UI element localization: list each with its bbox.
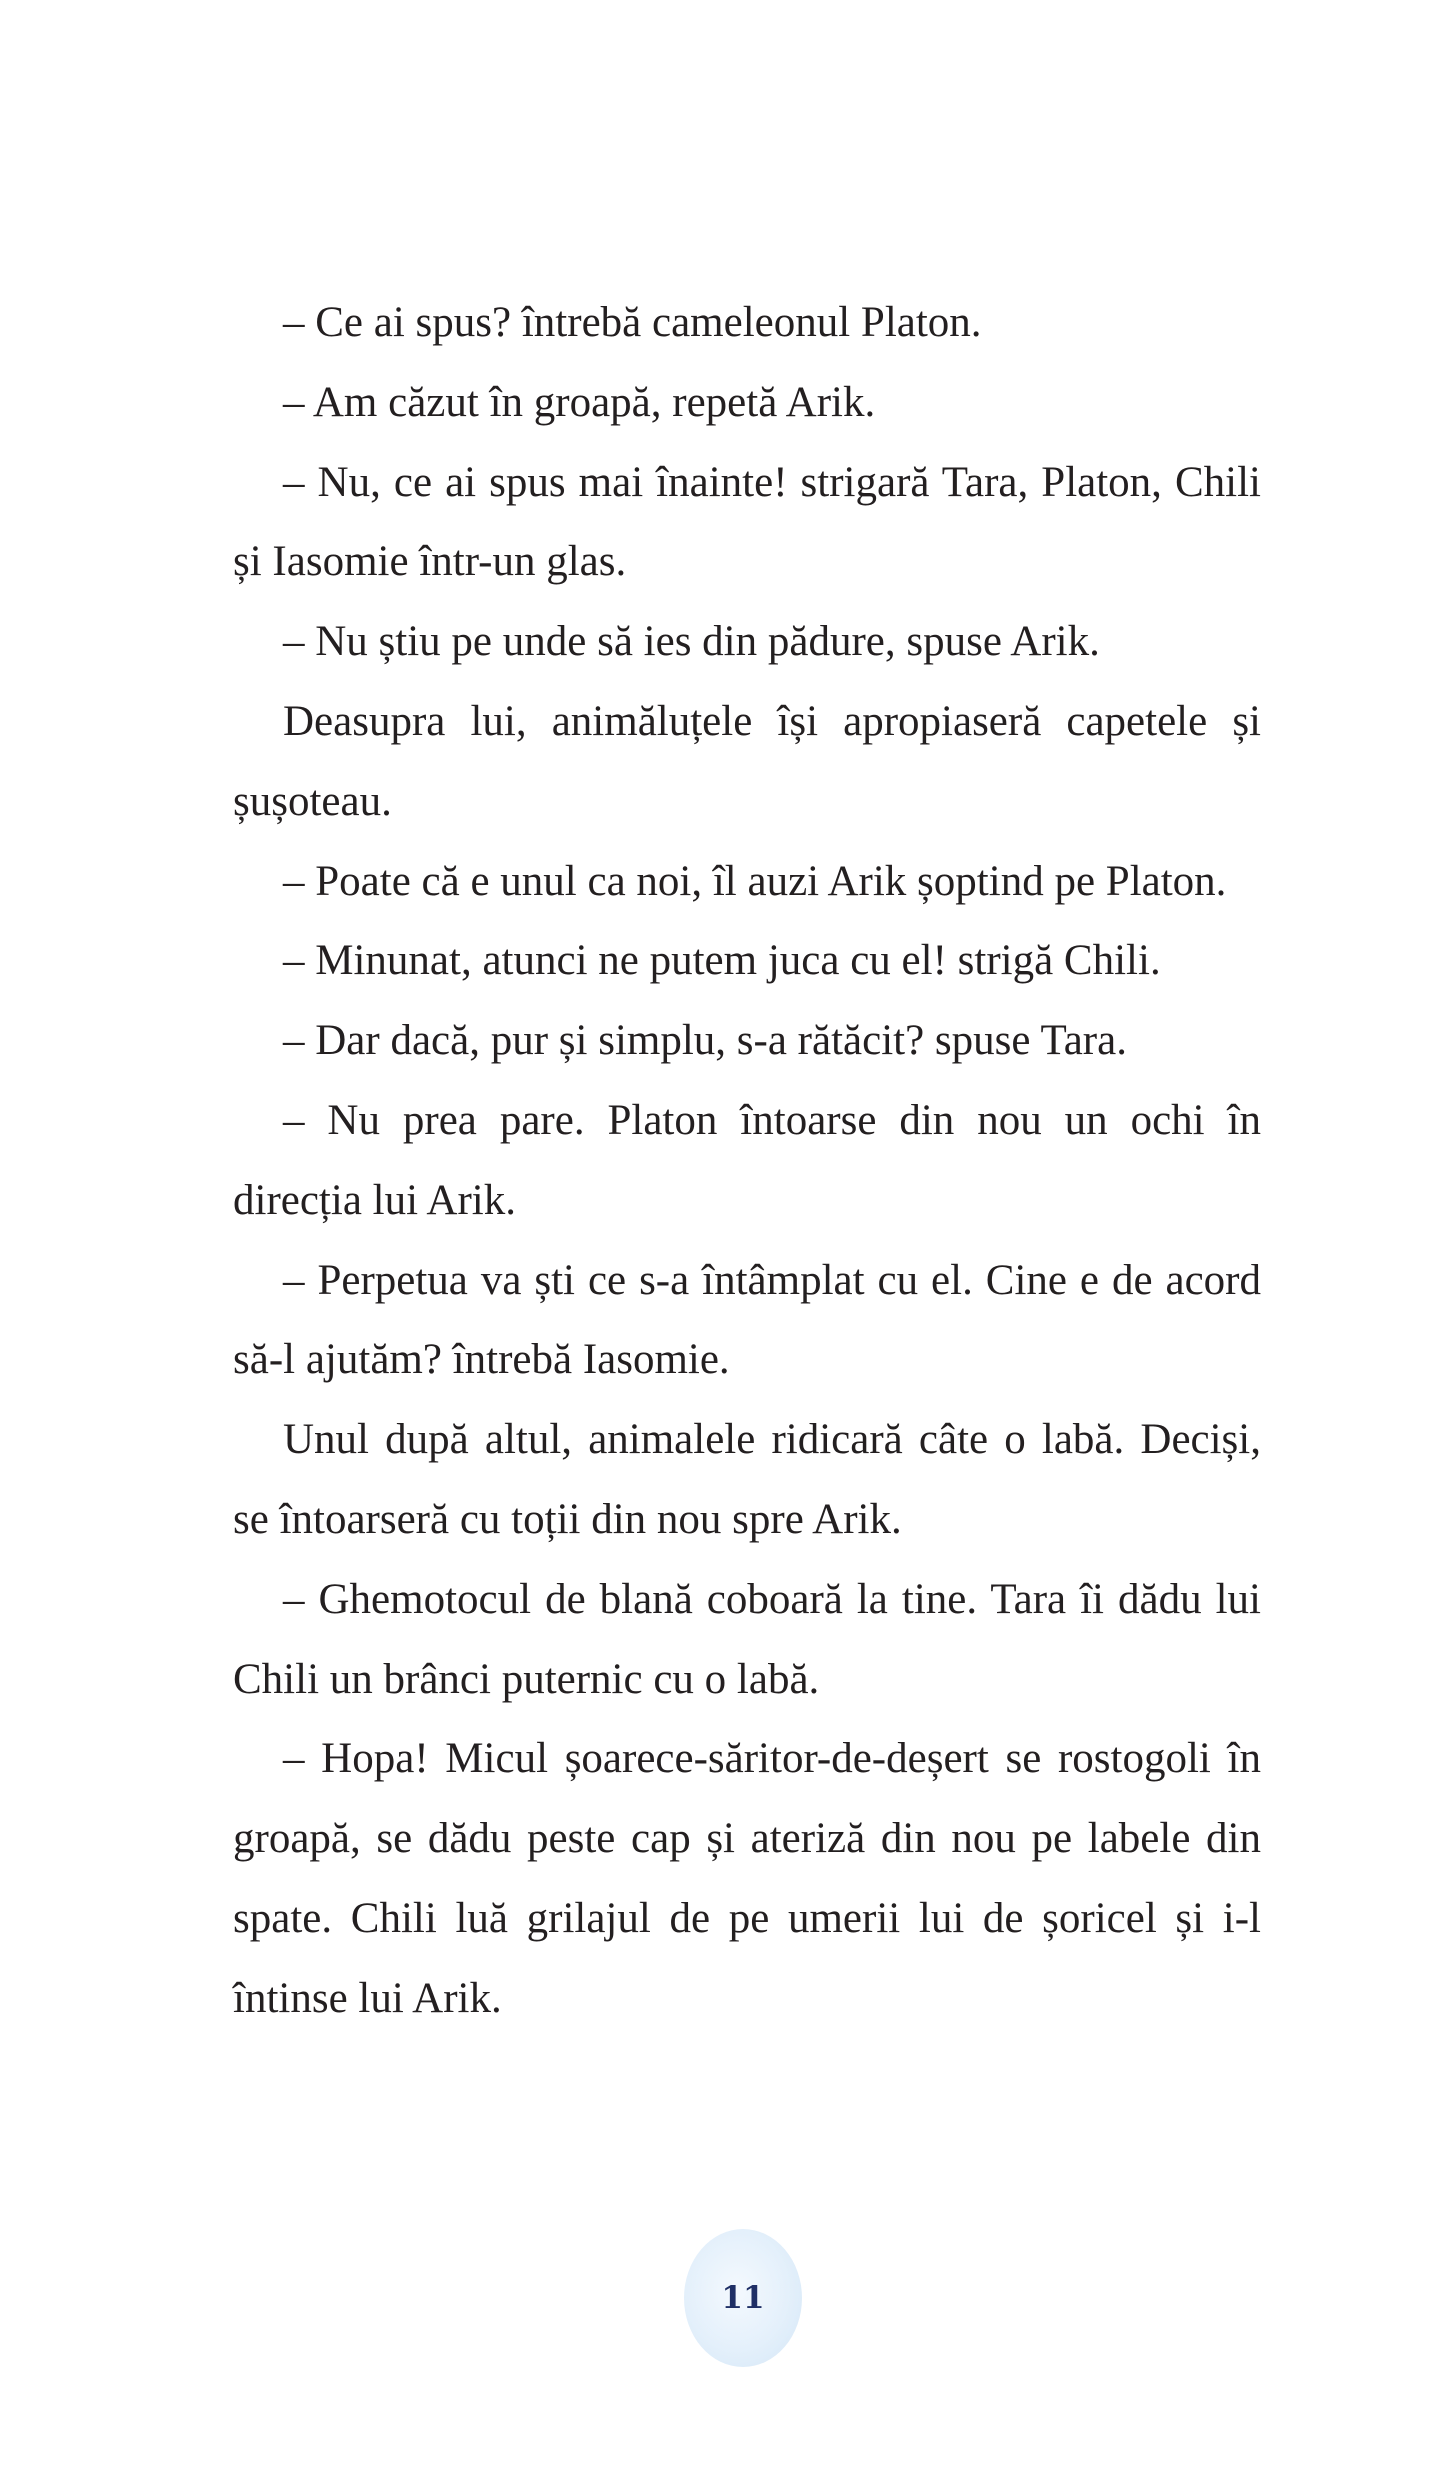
paragraph-11: Unul după altul, animalele ridicară câte o labă. Deciși, se întoarseră cu toții din nou spre Arik. [233,1416,1261,1543]
paragraph-7: – Minunat, atunci ne putem juca cu el! strigă Chili. [283,937,1161,985]
paragraph-8: – Dar dacă, pur și simplu, s-a rătăcit? spuse Tara. [283,1017,1127,1065]
paragraph-6: – Poate că e unul ca noi, îl auzi Arik șoptind pe Platon. [283,857,1227,905]
page-number: 11 [721,2280,765,2316]
paragraph-1: – Ce ai spus? întrebă cameleonul Platon. [283,299,982,346]
paragraph-3: – Nu, ce ai spus mai înainte! strigară Tara, Platon, Chili și Iasomie într-un glas. [233,458,1261,586]
paragraph-12: – Ghemotocul de blană coboară la tine. Tara îi dădu lui Chili un brânci puternic cu o labă. [233,1575,1261,1703]
body-text [233,283,1261,2039]
paragraph-4: – Nu știu pe unde să ies din pădure, spuse Arik. [283,618,1100,666]
paragraph-2: – Am căzut în groapă, repetă Arik. [283,378,876,426]
paragraph-9: – Nu prea pare. Platon întoarse din nou un ochi în direcția lui Arik. [233,1096,1261,1224]
paragraph-5: Deasupra lui, animăluțele își apropiaseră capetele și șușoteau. [233,697,1261,825]
paragraph-10: – Perpetua va ști ce s-a întâmplat cu el. Cine e de acord să-l ajutăm? întrebă Iasomie. [233,1256,1261,1384]
paragraph-13: – Hopa! Micul șoarece-săritor-de-deșert se rostogoli în groapă, se dădu peste cap și ateriză din nou pe labele din spate. Chili luă grilajul de pe umerii lui de șoricel și i-l întinse lui Arik. [233,1735,1261,2022]
